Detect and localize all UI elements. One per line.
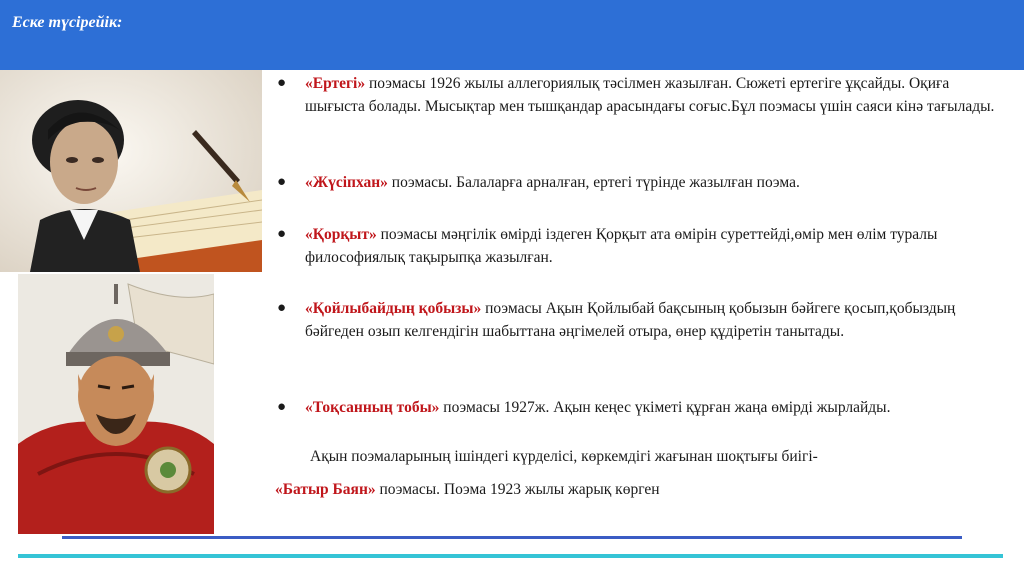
poem-title: «Тоқсанның тобы» — [305, 399, 440, 416]
poem-description: поэмасы 1926 жылы аллегориялық тәсілмен жазылған. Сюжеті ертегіге ұқсайды. Оқиға шығыста болады. Мысықтар мен тышқандар арасындағы соғыс.Бұл поэмасы үшін саяси кінә тағылады. — [305, 75, 995, 115]
list-item — [275, 396, 1000, 419]
poem-title: «Қойлыбайдың қобызы» — [305, 300, 482, 317]
conclusion-line-1: Ақын поэмаларының ішіндегі күрделісі, көркемдігі жағынан шоқтығы биігі- — [310, 448, 818, 465]
warrior-image — [18, 274, 214, 534]
poem-title: «Жүсіпхан» — [305, 174, 388, 191]
poem-description: поэмасы. Поэма 1923 жылы жарық көрген — [375, 481, 660, 498]
list-item-text — [305, 72, 1000, 118]
bullet-icon: ● — [277, 399, 287, 415]
divider-line-blue — [62, 536, 962, 539]
portrait-illustration — [0, 70, 262, 272]
list-item — [275, 72, 1000, 118]
list-item-text — [305, 171, 1000, 194]
poem-title: «Қорқыт» — [305, 226, 377, 243]
poem-title: «Ертегі» — [305, 75, 366, 92]
page-title: Еске түсірейік: — [12, 14, 123, 31]
bullet-icon: ● — [277, 75, 287, 91]
divider-line-teal — [18, 554, 1003, 558]
header-bar — [0, 0, 1024, 70]
portrait-image — [0, 70, 262, 272]
bullet-icon: ● — [277, 226, 287, 242]
poem-description: поэмасы Ақын Қойлыбай бақсының қобызын бәйгеге қосып,қобыздың бәйгеден озып келгендігін шабыттана әңгімелей отыра, өнер құдіретін танытады. — [305, 300, 956, 340]
poem-description: поэмасы мәңгілік өмірді іздеген Қорқыт ата өмірін суреттейді,өмір мен өлім туралы философиялық тақырыпқа жазылған. — [305, 226, 938, 266]
list-item — [275, 223, 1000, 269]
list-item — [275, 171, 1000, 194]
list-item-text — [305, 297, 1000, 343]
poem-description: поэмасы. Балаларға арналған, ертегі түрінде жазылған поэма. — [387, 174, 800, 191]
poem-description: поэмасы 1927ж. Ақын кеңес үкіметі құрған жаңа өмірді жырлайды. — [439, 399, 891, 416]
bullet-icon: ● — [277, 174, 287, 190]
conclusion-line-2 — [275, 478, 660, 501]
list-item-text — [305, 396, 1000, 419]
list-item — [275, 297, 1000, 343]
poem-title: «Батыр Баян» — [275, 481, 376, 498]
warrior-illustration — [18, 274, 214, 534]
list-item-text — [305, 223, 1000, 269]
bullet-icon: ● — [277, 300, 287, 316]
